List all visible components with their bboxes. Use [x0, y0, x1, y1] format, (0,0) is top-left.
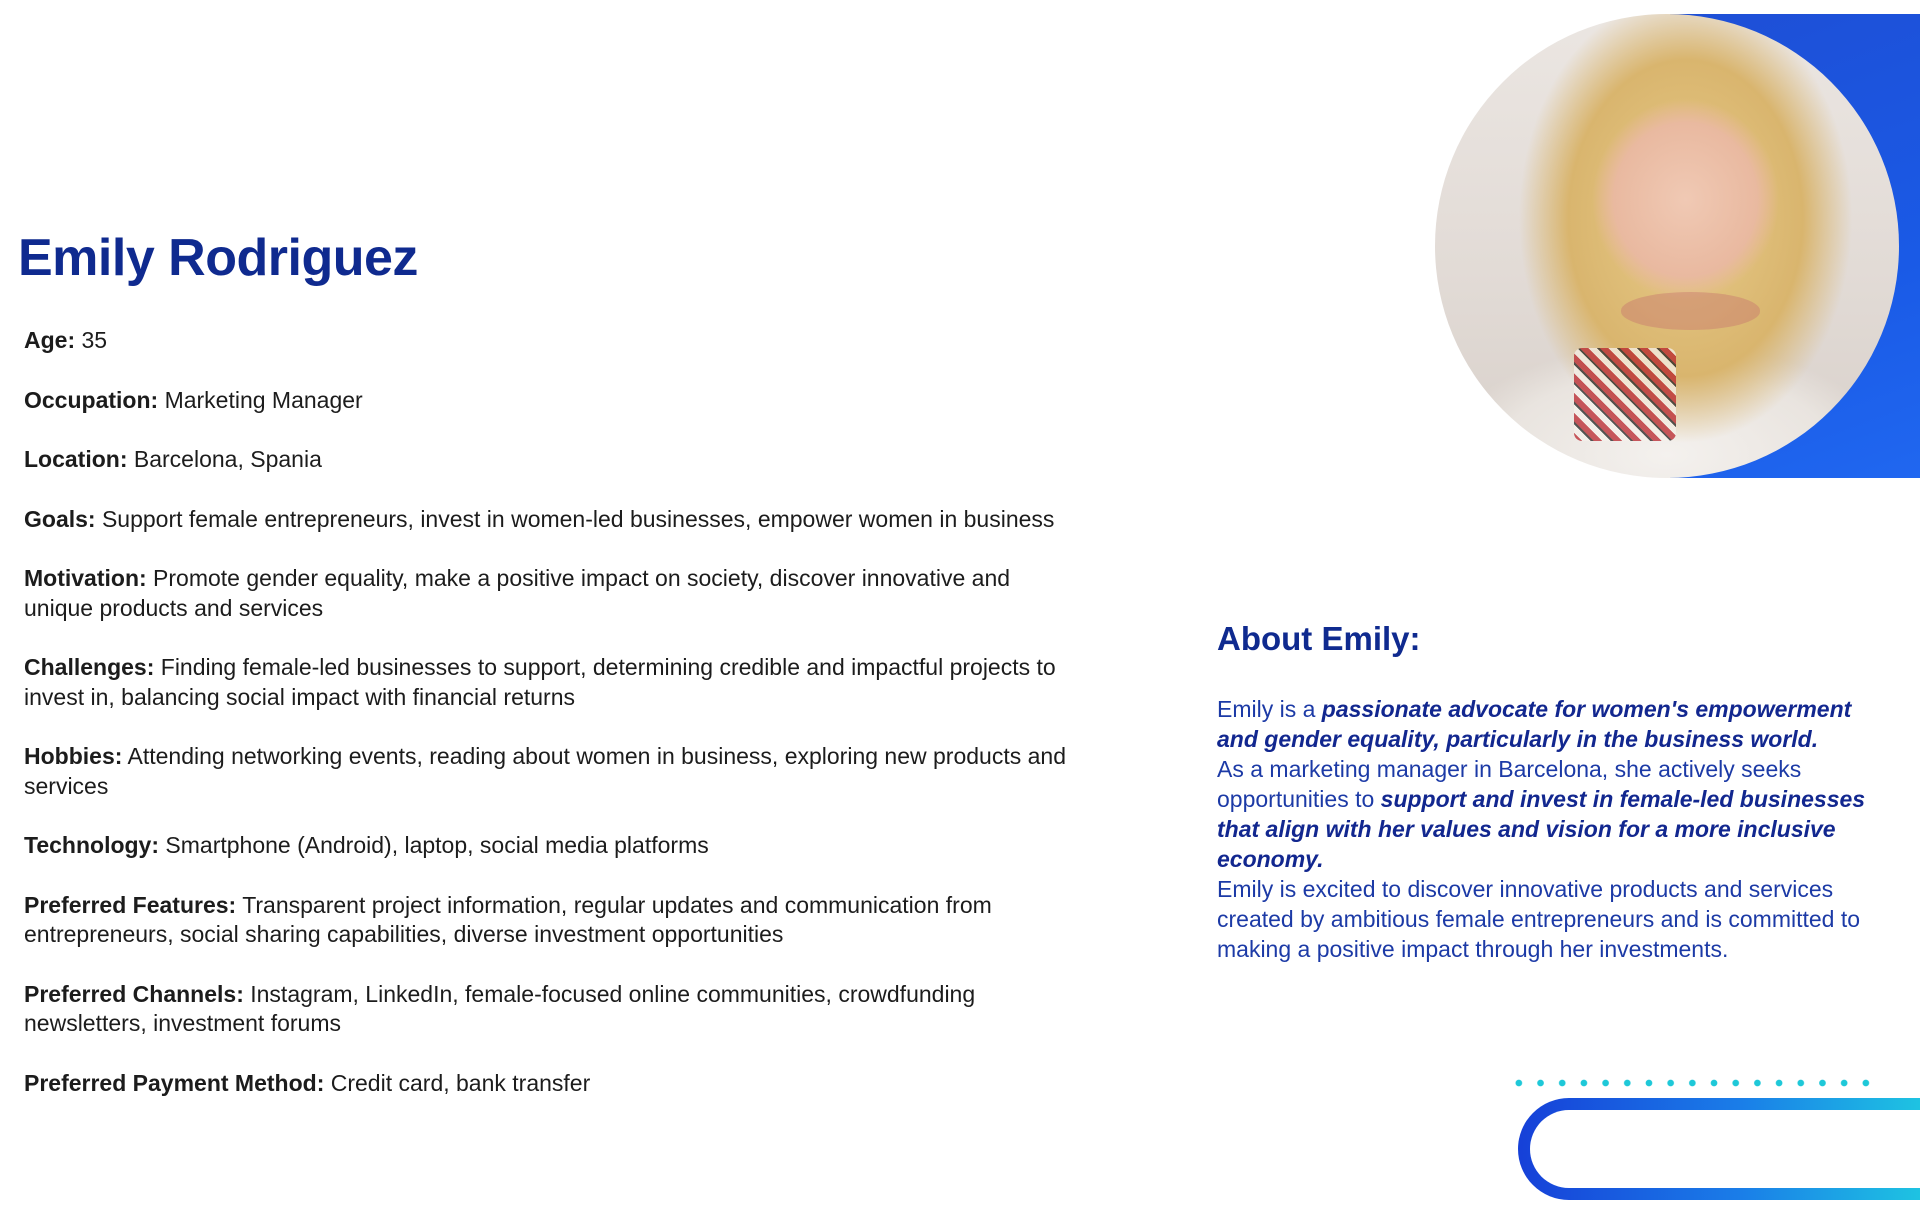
field-preferred-channels [24, 980, 1084, 1039]
photo-detail-smile [1621, 292, 1760, 329]
decorative-pill-inner [1530, 1110, 1920, 1188]
persona-fields [24, 326, 1084, 1128]
field-occupation [24, 386, 1084, 416]
field-label: Motivation: [24, 565, 147, 591]
about-title: About Emily: [1217, 620, 1421, 657]
about-emphasis-text: support and invest in female-led businesses that align with her values and vision for a more inclusive economy. [1217, 786, 1866, 872]
about-plain-text: As a marketing manager in Barcelona, she actively seeks opportunities to [1217, 756, 1802, 812]
field-preferred-features [24, 891, 1084, 950]
about-plain-text: Emily is excited to discover innovative products and services created by ambitious female entrepreneurs and is committed to making a positive impact through her investments. [1217, 876, 1861, 962]
field-value: Finding female-led businesses to support, determining credible and impactful projects to invest in, balancing social impact with financial returns [24, 654, 1056, 710]
field-label: Preferred Payment Method: [24, 1069, 325, 1096]
about-paragraph-1 [1217, 694, 1877, 754]
field-motivation [24, 564, 1084, 623]
field-value: Transparent project information, regular updates and communication from entrepreneurs, social sharing capabilities, diverse investment opportunities [24, 891, 992, 947]
field-label: Hobbies: [24, 743, 123, 769]
field-value: Attending networking events, reading about women in business, exploring new products and services [24, 743, 1066, 799]
field-goals [24, 505, 1084, 535]
field-value: Promote gender equality, make a positive impact on society, discover innovative and unique products and services [24, 565, 1011, 621]
about-paragraph-3 [1217, 874, 1877, 964]
field-label: Challenges: [24, 654, 155, 680]
field-value: Credit card, bank transfer [330, 1069, 591, 1096]
field-label: Preferred Features: [24, 891, 237, 918]
about-emphasis-text: passionate advocate for women's empowerment and gender equality, particularly in the business world. [1217, 696, 1852, 752]
field-label: Preferred Channels: [24, 980, 244, 1007]
field-location [24, 445, 1084, 475]
field-preferred-payment [24, 1069, 1084, 1099]
field-label: Location: [24, 446, 128, 472]
about-paragraph-2 [1217, 754, 1877, 874]
field-value: Smartphone (Android), laptop, social media platforms [165, 832, 709, 858]
decorative-dot-row [1508, 1077, 1878, 1089]
field-label: Occupation: [24, 386, 159, 413]
field-value: Barcelona, Spania [133, 446, 322, 472]
field-value: Instagram, LinkedIn, female-focused online communities, crowdfunding newsletters, investment forums [24, 980, 976, 1036]
persona-name: Emily Rodriguez [18, 229, 418, 287]
field-technology [24, 831, 1084, 861]
field-hobbies [24, 742, 1084, 801]
field-label: Goals: [24, 505, 96, 532]
field-challenges [24, 653, 1084, 712]
field-value: Marketing Manager [164, 386, 363, 413]
field-label: Technology: [24, 832, 160, 858]
persona-photo [1435, 14, 1899, 478]
about-text [1217, 694, 1877, 964]
photo-detail-embroidery [1574, 348, 1676, 441]
about-plain-text: Emily is a [1217, 696, 1322, 722]
field-value: Support female entrepreneurs, invest in women-led businesses, empower women in business [101, 505, 1055, 532]
decorative-pill-outline [1518, 1098, 1920, 1200]
field-label: Age: [24, 327, 76, 353]
field-age [24, 326, 1084, 356]
field-value: 35 [81, 327, 108, 353]
